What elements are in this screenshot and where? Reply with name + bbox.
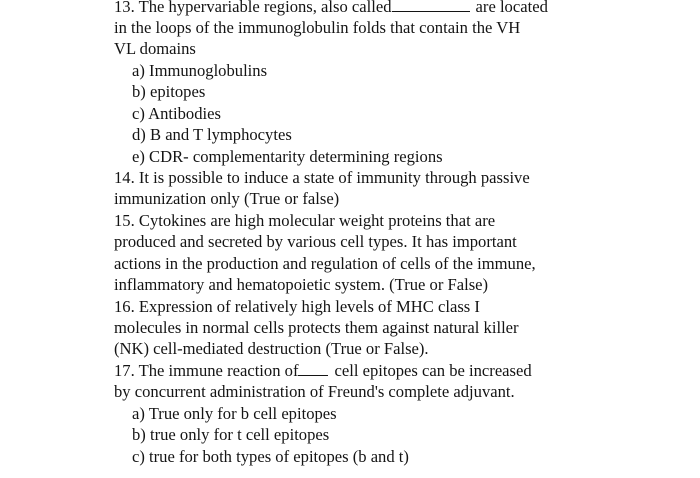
question-17-line-2: by concurrent administration of Freund's complete adjuvant. [114,382,515,401]
question-17-text-after-blank: cell epitopes can be increased [334,361,532,380]
question-15-line-4: inflammatory and hematopoietic system. (True or False) [114,275,489,294]
question-14-line-2: immunization only (True or false) [114,189,340,208]
question-17-option-b: b) true only for t cell epitopes [132,425,330,444]
question-15-line-3: actions in the production and regulation of cells of the immune, [114,254,536,273]
answer-blank [298,361,328,376]
question-13-text-before-blank: 13. The hypervariable regions, also called [114,0,392,16]
question-13-text-after-blank: are located [475,0,548,16]
question-13-option-a: a) Immunoglobulins [132,61,268,80]
question-14-line-1: 14. It is possible to induce a state of immunity through passive [114,168,530,187]
question-15-line-1: 15. Cytokines are high molecular weight proteins that are [114,211,496,230]
question-13-option-b: b) epitopes [132,82,206,101]
question-15-line-2: produced and secreted by various cell types. It has important [114,232,517,251]
question-13-option-e: e) CDR- complementarity determining regions [132,147,443,166]
question-16-line-3: (NK) cell-mediated destruction (True or False). [114,339,429,358]
question-16-line-1: 16. Expression of relatively high levels of MHC class I [114,297,480,316]
question-17-option-a: a) True only for b cell epitopes [132,404,337,423]
question-16-line-2: molecules in normal cells protects them against natural killer [114,318,519,337]
question-13-line-2: in the loops of the immunoglobulin folds that contain the VH [114,18,521,37]
question-17-option-c: c) true for both types of epitopes (b and t) [132,447,409,466]
question-13-option-c: c) Antibodies [132,104,221,123]
question-13-line-3: VL domains [114,39,196,58]
question-13-option-d: d) B and T lymphocytes [132,125,292,144]
question-17-text-before-blank: 17. The immune reaction of [114,361,299,380]
question-17-line-1 [114,360,532,381]
question-13-line-1 [114,0,548,17]
answer-blank [392,0,470,12]
